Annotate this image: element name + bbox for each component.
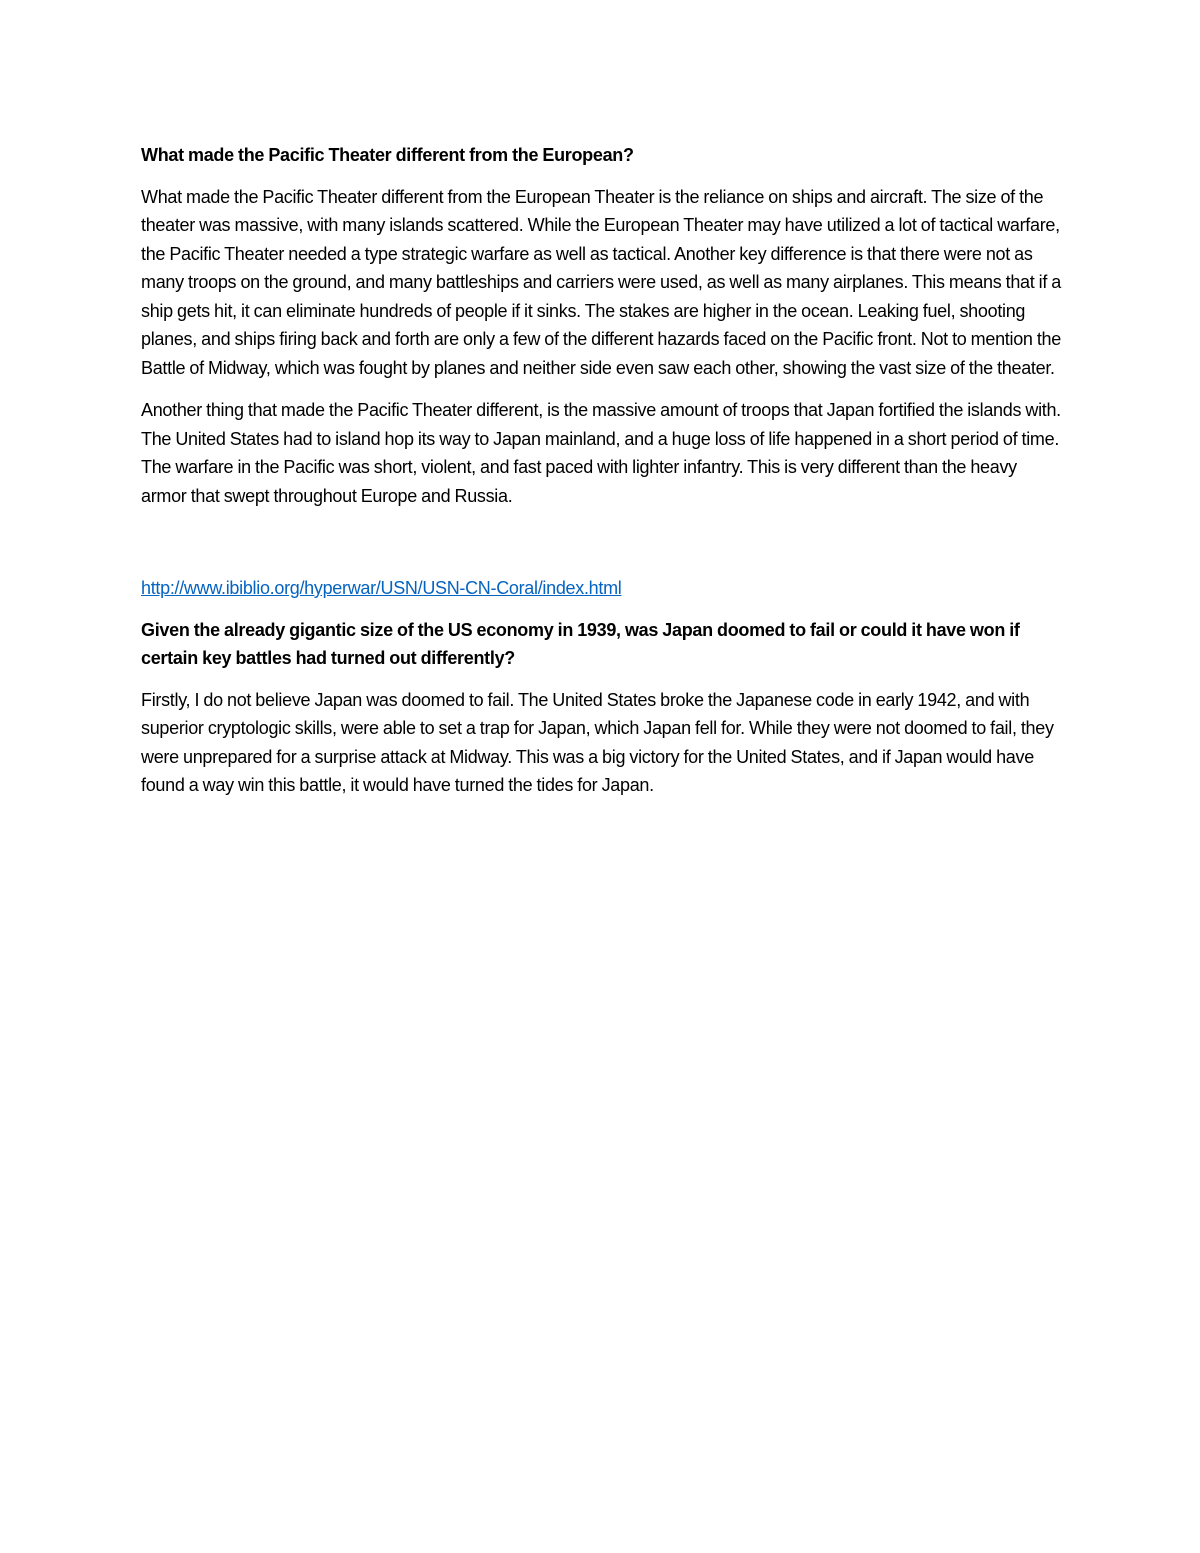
- answer-paragraph-3: Firstly, I do not believe Japan was doomed to fail. The United States broke the Japanese code in early 1942, and with superior cryptologic skills, were able to set a trap for Japan, which Japan fell for. While they were not doomed to fail, they were unprepared for a surprise attack at Midway. This was a big victory for the United States, and if Japan would have found a way win this battle, it would have turned the tides for Japan.: [141, 689, 1054, 795]
- blank-line: [141, 524, 1061, 574]
- answer-paragraph-1: What made the Pacific Theater different from the European Theater is the reliance on ships and aircraft. The size of the theater was massive, with many islands scattered. While the European Theater may have utilized a lot of tactical warfare, the Pacific Theater needed a type strategic warfare as well as tactical. Another key difference is that there were not as many troops on the ground, and many battleships and carriers were used, as well as many airplanes. This means that if a ship gets hit, it can eliminate hundreds of people if it sinks. The stakes are higher in the ocean. Leaking fuel, shooting planes, and ships firing back and forth are only a few of the different hazards faced on the Pacific front. Not to mention the Battle of Midway, which was fought by planes and neither side even saw each other, showing the vast size of the theater.: [141, 186, 1061, 378]
- question-heading-2: Given the already gigantic size of the US economy in 1939, was Japan doomed to fail or could it have won if certain key battles had turned out differently?: [141, 619, 1020, 668]
- source-link[interactable]: http://www.ibiblio.org/hyperwar/USN/USN-CN-Coral/index.html: [141, 578, 622, 598]
- answer-paragraph-2: Another thing that made the Pacific Theater different, is the massive amount of troops that Japan fortified the islands with. The United States had to island hop its way to Japan mainland, and a huge loss of life happened in a short period of time. The warfare in the Pacific was short, violent, and fast paced with lighter infantry. This is very different than the heavy armor that swept throughout Europe and Russia.: [141, 400, 1061, 506]
- document-page: [141, 141, 1061, 814]
- question-heading-1: What made the Pacific Theater different from the European?: [141, 145, 634, 165]
